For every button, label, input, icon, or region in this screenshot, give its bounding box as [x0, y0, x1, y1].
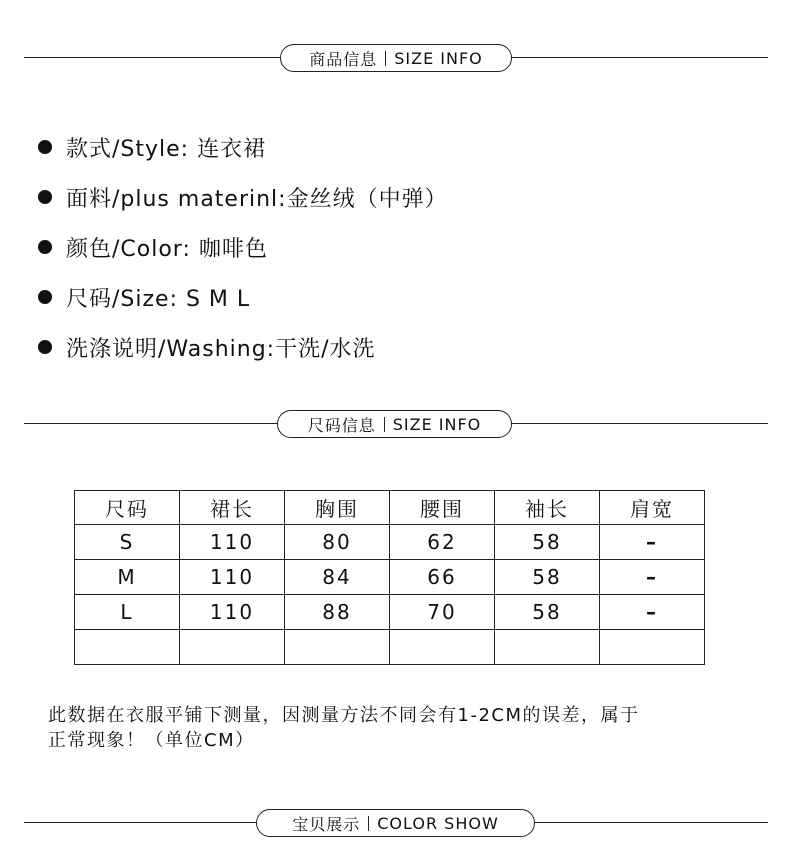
spec-text: 洗涤说明/Washing:干洗/水洗 — [66, 336, 376, 362]
table-cell: L — [75, 595, 180, 630]
header-waist: 腰围 — [390, 491, 495, 525]
section-title-en: COLOR SHOW — [377, 813, 499, 833]
table-cell — [495, 630, 600, 665]
spec-item-washing — [38, 322, 448, 372]
table-cell — [600, 630, 705, 665]
table-cell: 80 — [285, 525, 390, 560]
section-header-size-info — [0, 410, 790, 438]
section-title-en: SIZE INFO — [392, 414, 482, 434]
title-separator — [385, 51, 386, 66]
table-cell: 110 — [180, 560, 285, 595]
header-bust: 胸围 — [285, 491, 390, 525]
bullet-icon — [38, 140, 52, 154]
section-title-cn: 尺码信息 — [307, 415, 376, 435]
table-cell: 66 — [390, 560, 495, 595]
spec-item-style — [38, 122, 448, 172]
spec-text: 面料/plus materinl:金丝绒（中弹） — [66, 186, 448, 212]
table-cell: – — [600, 595, 705, 630]
table-cell — [390, 630, 495, 665]
table-cell: – — [600, 525, 705, 560]
table-cell: 70 — [390, 595, 495, 630]
spec-item-color — [38, 222, 448, 272]
header-shoulder: 肩宽 — [600, 491, 705, 525]
spec-text: 尺码/Size: S M L — [66, 286, 251, 312]
spec-text: 颜色/Color: 咖啡色 — [66, 236, 268, 262]
table-cell: 62 — [390, 525, 495, 560]
table-cell: 58 — [495, 525, 600, 560]
title-separator — [384, 417, 385, 432]
bullet-icon — [38, 290, 52, 304]
table-header-row — [75, 491, 705, 525]
table-cell: – — [600, 560, 705, 595]
table-row — [75, 560, 705, 595]
title-separator — [368, 816, 369, 831]
section-header-product-info — [0, 44, 790, 72]
section-title-cn: 宝贝展示 — [292, 814, 361, 834]
table-cell — [75, 630, 180, 665]
table-cell: S — [75, 525, 180, 560]
header-sleeve: 袖长 — [495, 491, 600, 525]
table-cell: 110 — [180, 525, 285, 560]
section-title-en: SIZE INFO — [394, 48, 483, 68]
section-header-color-show — [0, 809, 790, 837]
size-table — [74, 490, 705, 665]
table-row — [75, 525, 705, 560]
header-skirt-length: 裙长 — [180, 491, 285, 525]
table-cell: 58 — [495, 595, 600, 630]
section-title-pill — [280, 44, 512, 72]
section-title-cn: 商品信息 — [309, 49, 378, 69]
section-title-pill — [277, 410, 512, 438]
table-row — [75, 595, 705, 630]
table-cell: 84 — [285, 560, 390, 595]
table-cell: 110 — [180, 595, 285, 630]
bullet-icon — [38, 340, 52, 354]
bullet-icon — [38, 240, 52, 254]
table-cell — [285, 630, 390, 665]
table-cell: 58 — [495, 560, 600, 595]
spec-item-material — [38, 172, 448, 222]
bullet-icon — [38, 190, 52, 204]
measurement-note — [48, 703, 748, 753]
section-title-pill — [256, 809, 535, 837]
spec-item-size — [38, 272, 448, 322]
table-row — [75, 630, 705, 665]
table-cell: M — [75, 560, 180, 595]
note-line: 此数据在衣服平铺下测量，因测量方法不同会有1-2CM的误差，属于 — [48, 705, 640, 726]
note-line: 正常现象！（单位CM） — [48, 730, 255, 751]
spec-text: 款式/Style: 连衣裙 — [66, 136, 267, 162]
product-spec-list — [38, 122, 448, 372]
table-cell: 88 — [285, 595, 390, 630]
table-cell — [180, 630, 285, 665]
header-size: 尺码 — [75, 491, 180, 525]
